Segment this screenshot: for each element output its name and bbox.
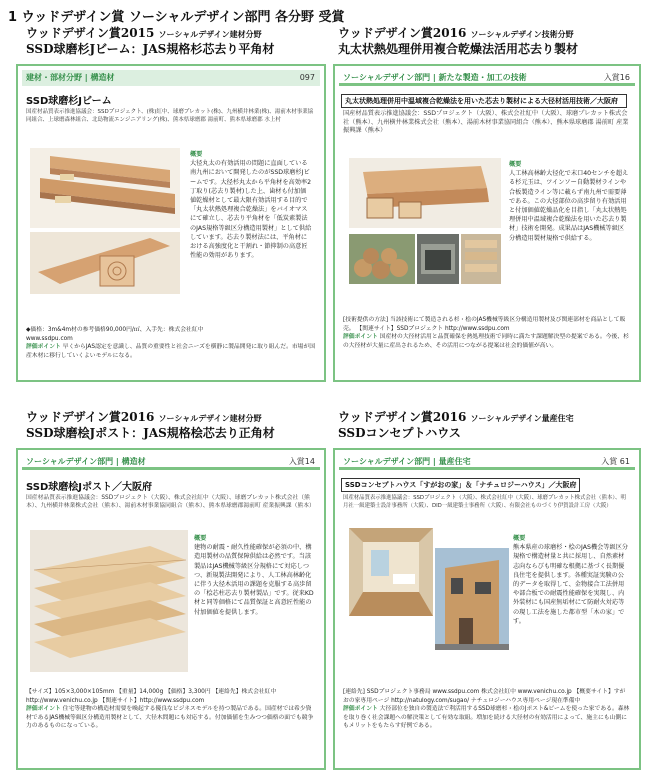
panel3-award: ウッドデザイン賞2016 <box>26 410 155 424</box>
panel4-product-title: SSDコンセプトハウス「すがおの家」＆「ナチュロジーハウス」／大阪府 <box>341 478 580 492</box>
panel4-contact: [連絡先] SSDプロジェクト事務局 www.ssdpu.com 株式会社紅中 www.venichu.co.jp 【概要サイト】すがおの家専用ページ http://natulogy.com/sugao/ ナチュロジーハウス専用ページ現在準備中 <box>343 689 626 704</box>
panel4-evaluation <box>343 705 631 731</box>
panel1-caption-product: SSD球磨杉Jビーム：JAS規格杉芯去り平角材 <box>26 42 275 56</box>
panel2-caption-product: 丸太状熱処理併用複合乾燥法活用芯去り製材 <box>338 42 579 56</box>
panel1-summary <box>190 150 312 260</box>
panel1-eval-label: 評価ポイント <box>26 344 61 351</box>
panel3-photo-posts <box>30 530 188 672</box>
panel4-photo-interior <box>349 528 433 616</box>
panel3-members: 国産材品質表示推進協議会：SSDプロジェクト（大阪）、株式会社紅中（大阪）、球磨プレカット株式会社（熊本）、九州横井林業株式会社（熊本）、湯前木材事業協同組合（熊本）、熊本県球磨郡湯前町 産業振興課（熊本） <box>26 495 315 509</box>
panel3-eval-text: 住宅等建物の構造材需要を喚起する優良なビジネスモデルを持つ製品である。国産材では希少資材であるJAS機械等級区分構造用製材として、大径木問題にも対応する。付加価値を生みつつ価格の面でも競争力のあるものになっている。 <box>26 706 314 730</box>
panel2-award-category: ソーシャルデザイン技術分野 <box>470 30 574 39</box>
panel4-summary-heading: 概要 <box>513 535 526 542</box>
panel4-members: 国産材品質表示推進協議会：SSDプロジェクト（大阪）、株式会社紅中（大阪）、球磨プレカット株式会社（熊本）、明月社一級建築士設計事務所（大阪）、DID一級建築士事務所（大阪）、有限会社ものづくり伊賀設計工房（大阪） <box>343 495 626 509</box>
panel1-summary-heading: 概要 <box>190 151 203 158</box>
panel2-photo-logs <box>349 234 415 284</box>
panel2-summary <box>509 160 629 243</box>
panel4-category: ソーシャルデザイン部門 | 量産住宅 <box>343 457 471 466</box>
panel3-number: 入賞14 <box>288 457 315 466</box>
panel1-summary-text: 大径丸太の有効活用の問題に直面している南九州において開発したのがSSD球磨杉Jビームです。大径杉丸太から平角材を高効率2丁取り(芯去り製材)した上、歯材も付加価値乾燥材として最大限有効活用する目的で「丸太状熱処理複合乾燥法」をバイオマスにて確立し、芯去り平角材を「低炭素製法のJAS規格等級区分構造用製材」として供給しています。芯去り製材法には、平角材における高強度化と干割れ・節抑制の高意匠性能の効用があります。 <box>190 160 312 260</box>
panel3-card <box>16 448 326 770</box>
page-title: 1 ウッドデザイン賞 ソーシャルデザイン部門 各分野 受賞 <box>8 10 345 25</box>
panel3-evaluation <box>26 705 316 731</box>
panel2-summary-text: 人工林高林齢大径化で末口40センチを超える杉元玉は、ツインソー自動製材ラインや合板製造ライン等に載らず南九州で需要薄である。この大径部位の高歩留り有効活用と付加価値乾燥品化を目指し「丸太状熱処理併用中温域複合乾燥法を用いた芯去り製材」技術を開発。成果品はJAS機械等級区分構造用製材規格で供給する。 <box>509 170 629 242</box>
panel3-summary <box>194 534 314 617</box>
panel1-category: 建材・部材分野 | 構造材 <box>26 73 115 82</box>
panel1-footer <box>26 326 316 360</box>
panel3-category: ソーシャルデザイン部門 | 構造材 <box>26 457 146 466</box>
panel2-card <box>333 64 641 382</box>
panel3-caption-product: SSD球磨桧Jポスト：JAS規格桧芯去り正角材 <box>26 426 275 440</box>
panel4-eval-label: 評価ポイント <box>343 706 378 713</box>
panel1-header <box>22 70 320 86</box>
panel1-price: ◆価格：3m&4m材の参考価格90,000円/㎥、入手先：株式会社紅中 <box>26 327 204 333</box>
panel4-card <box>333 448 641 770</box>
panel2-summary-heading: 概要 <box>509 161 522 168</box>
panel1-photo-beams <box>30 148 180 228</box>
panel4-photo-exterior <box>435 548 509 650</box>
panel4-award: ウッドデザイン賞2016 <box>338 410 467 424</box>
panel2-number: 入賞16 <box>603 73 630 82</box>
panel3-summary-text: 建物の耐震・耐久性能確保が必須の中、構造用製材の品質保障供給は必然です。当該製品はJAS機械等級区分規格にて対応しつつ、新規製法開発により、人工林高林齢化に伴う大径木活用の課題を克服する高歩留の「桧芯柱芯去り製材製品」です。従来KD材と同等価格にて品質保証と高意匠性能の付加価値を提供します。 <box>194 544 314 616</box>
panel3-caption-award <box>26 410 262 426</box>
panel3-eval-label: 評価ポイント <box>26 706 61 713</box>
panel3-specs: 【サイズ】105×3,000×105mm 【重量】14,000g 【価格】3,300円 【連絡先】株式会社紅中 http://www.venichu.co.jp 【関連サイト】http://www.ssdpu.com <box>26 689 277 704</box>
panel4-eval-text: 大径部位を独自の製造法で利活用するSSD球磨杉・桧のJポスト&ビームを使った家である。森林を取り巻く社会課題への解決策として有効な取組。増加を続ける大径材の有効活用によって、施主にも山側にもメリットをもたらす好例である。 <box>343 706 630 730</box>
panel1-number: 097 <box>299 73 315 82</box>
panel3-award-category: ソーシャルデザイン建材分野 <box>158 414 262 423</box>
panel2-caption-award <box>338 26 574 42</box>
panel2-photo-lumber <box>461 234 501 284</box>
panel2-photo-products <box>349 158 501 228</box>
panel1-evaluation <box>26 343 316 360</box>
panel4-caption-award <box>338 410 574 426</box>
panel4-footer <box>343 688 631 731</box>
panel1-award-category: ソーシャルデザイン建材分野 <box>158 30 262 39</box>
panel2-header <box>339 70 635 86</box>
panel3-header <box>22 454 320 470</box>
panel3-summary-heading: 概要 <box>194 535 207 542</box>
panel1-eval-text: 早くからJAS認定を意識し、品質の重要性と社会ニーズを横静に製品開発に取り組んだ。市場が国産木材に移行していくよいモデルになる。 <box>26 344 316 359</box>
panel4-header <box>339 454 635 470</box>
panel4-award-category: ソーシャルデザイン量産住宅 <box>470 414 574 423</box>
panel3-product-title: SSD球磨桧Jポスト／大阪府 <box>26 482 152 493</box>
panel2-product-title: 丸太状熱処理併用中温域複合乾燥法を用いた芯去り製材による大径材活用技術／大阪府 <box>341 94 627 108</box>
panel1-product-title: SSD球磨杉Jビーム <box>26 96 112 107</box>
panel2-category: ソーシャルデザイン部門 | 新たな製造・加工の技術 <box>343 73 527 82</box>
panel1-url: www.ssdpu.com <box>26 335 73 342</box>
panel2-evaluation <box>343 333 631 350</box>
panel4-caption-product: SSDコンセプトハウス <box>338 426 461 440</box>
panel4-summary-text: 熊本県産の球磨杉・桧のJAS機会等級区分規格で構造材量と共に採用し、自然素材志向ならびも明確な根拠に基づく長期優良住宅を提供します。各種実証実験の公的データを取得して、金物接合工法併用や部合板での耐震性能確保を実現し、内外装材にも国産無垢材にて防耐火対応等の現し工法を施した都市型「木の家」です。 <box>513 544 629 625</box>
panel2-eval-text: 国産材の大径材活用と品質確保を熱処理技術で同時に満たす課題解決型の提案である。今後、杉の大径材が大量に産出されるため、その活用につながる提案は社会的価値が高い。 <box>343 334 629 349</box>
panel2-footer <box>343 316 631 350</box>
panel2-eval-label: 評価ポイント <box>343 334 378 341</box>
panel1-award: ウッドデザイン賞2015 <box>26 26 155 40</box>
panel1-photo-endgrain <box>30 232 180 294</box>
panel2-members: 国産材品質表示推進協議会：SSDプロジェクト（大阪）、株式会社紅中（大阪）、球磨プレカット株式会社（熊本）、九州横井林業株式会社（熊本）、湯前木材事業協同組合（熊本）、熊本県球磨郡 湯前町 産業振興課（熊本） <box>343 110 629 134</box>
panel1-caption-award <box>26 26 262 42</box>
panel2-tech-method: [技術提供の方法] 当該技術にて製造される杉・桧のJAS機械等級区分構造用製材及び関連部材を商品として販売。 【関連サイト】SSDプロジェクト http://www.ssdpu.com <box>343 317 626 332</box>
panel2-photo-kiln <box>417 234 459 284</box>
panel1-card <box>16 64 326 382</box>
panel2-award: ウッドデザイン賞2016 <box>338 26 467 40</box>
panel3-footer <box>26 688 316 731</box>
panel1-members: 国産材品質表示推進協議会：SSDプロジェクト、(株)紅中、球磨プレカット(株)、九州横井林業(株)、湯前木材事業協同組合、上球磨森林組合、北島物流エンジニアリング(株)、熊本県球磨郡 湯前町、熊本県球磨郡 水上村 <box>26 109 314 123</box>
panel4-number: 入賞 61 <box>601 457 630 466</box>
panel4-summary <box>513 534 629 626</box>
